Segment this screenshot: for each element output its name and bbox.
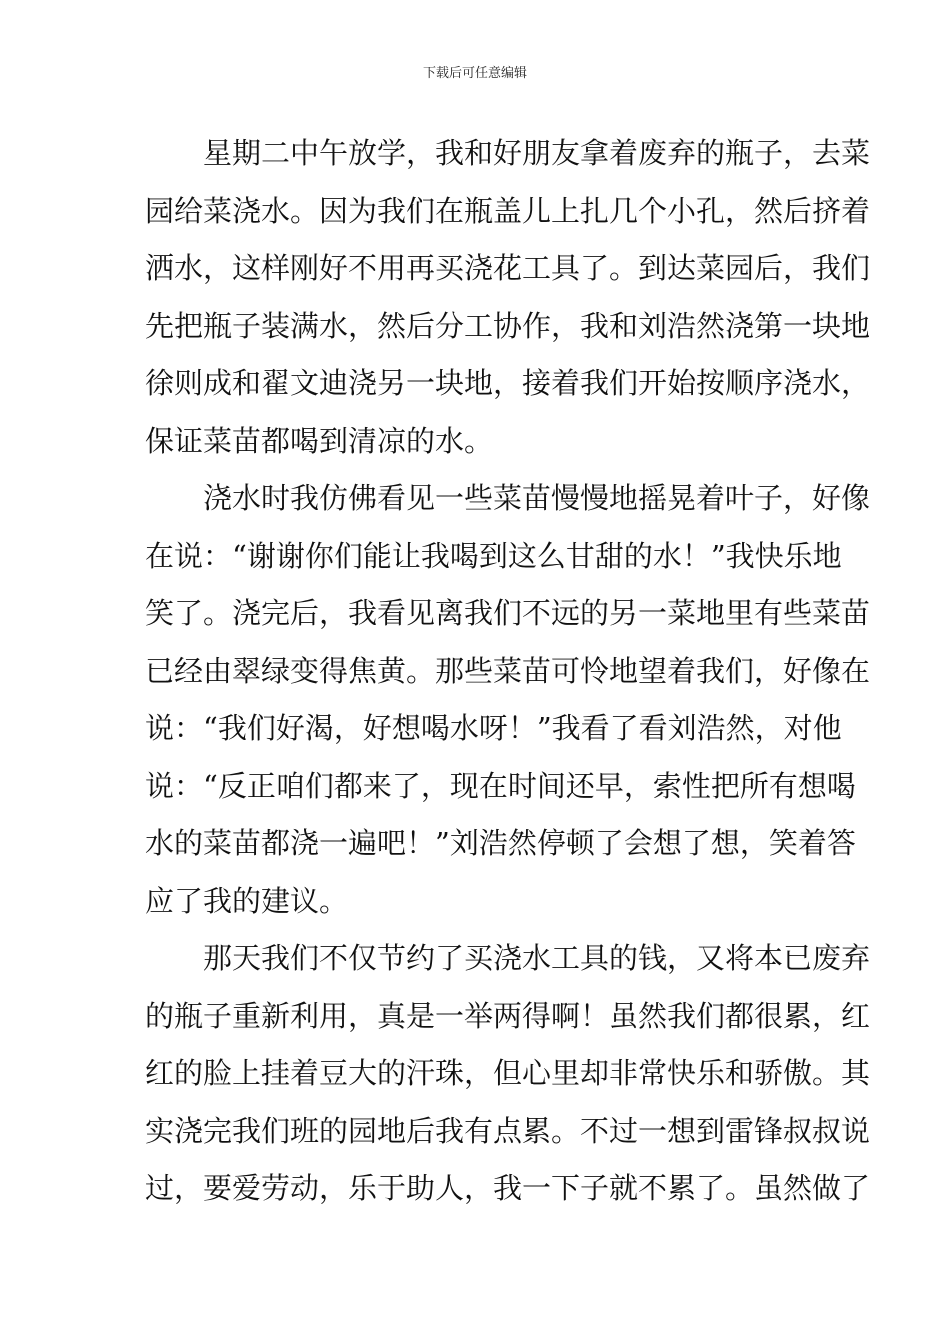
- page-header: 下载后可任意编辑: [422, 66, 527, 81]
- paragraph-3-line-5: 过，要爱劳动，乐于助人，我一下子就不累了。虽然做了: [145, 1171, 871, 1205]
- paragraph-3-line-2: 的瓶子重新利用，真是一举两得啊！虽然我们都很累，红: [145, 998, 871, 1033]
- paragraph-1-line-1: 星期二中午放学，我和好朋友拿着废弃的瓶子，去菜: [203, 136, 871, 170]
- paragraph-2-line-3: 笑了。浇完后，我看见离我们不远的另一菜地里有些菜苗: [145, 596, 871, 630]
- document-body: [145, 130, 871, 1223]
- paragraph-1-line-5: 徐则成和翟文迪浇另一块地，接着我们开始按顺序浇水，: [145, 366, 871, 400]
- paragraph-2-line-1: 浇水时我仿佛看见一些菜苗慢慢地摇晃着叶子，好像: [203, 481, 871, 515]
- paragraph-3-line-1: 那天我们不仅节约了买浇水工具的钱，又将本已废弃: [203, 941, 871, 975]
- paragraph-2-line-5: 说：“我们好渴，好想喝水呀！”我看了看刘浩然，对他: [145, 711, 842, 745]
- paragraph-2-line-6: 说：“反正咱们都来了，现在时间还早，索性把所有想喝: [145, 768, 856, 803]
- paragraph-1-line-6: 保证菜苗都喝到清凉的水。: [145, 423, 494, 458]
- paragraph-1-line-3: 洒水，这样刚好不用再买浇花工具了。到达菜园后，我们: [145, 251, 871, 285]
- paragraph-2-line-8: 应了我的建议。: [145, 883, 349, 918]
- paragraph-2-line-7: 水的菜苗都浇一遍吧！”刘浩然停顿了会想了想，笑着答: [145, 826, 856, 860]
- paragraph-3-line-4: 实浇完我们班的园地后我有点累。不过一想到雷锋叔叔说: [145, 1113, 871, 1148]
- paragraph-1-line-4: 先把瓶子装满水，然后分工协作，我和刘浩然浇第一块地: [145, 308, 871, 343]
- paragraph-3-line-3: 红的脸上挂着豆大的汗珠，但心里却非常快乐和骄傲。其: [145, 1056, 871, 1090]
- paragraph-1-line-2: 园给菜浇水。因为我们在瓶盖儿上扎几个小孔，然后挤着: [145, 193, 871, 228]
- paragraph-2-line-2: 在说：“谢谢你们能让我喝到这么甘甜的水！”我快乐地: [145, 538, 842, 573]
- paragraph-2-line-4: 已经由翠绿变得焦黄。那些菜苗可怜地望着我们，好像在: [145, 653, 871, 688]
